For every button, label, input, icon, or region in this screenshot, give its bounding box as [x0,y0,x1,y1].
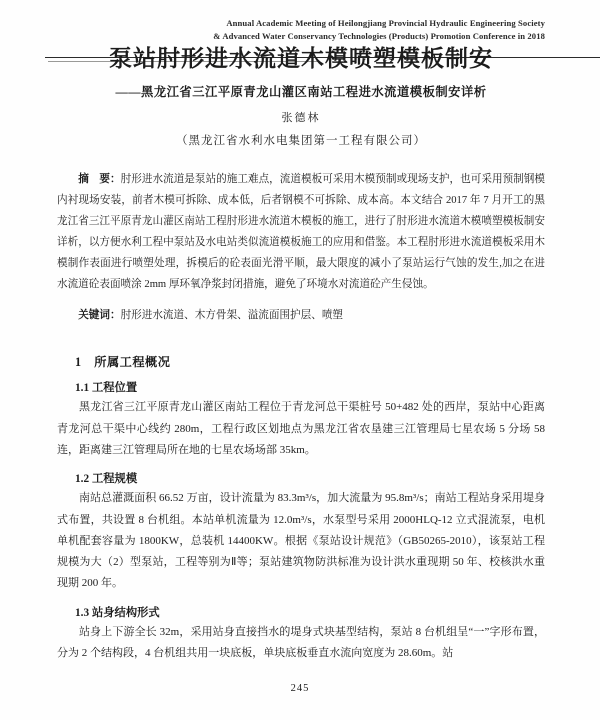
author-affiliation: （黑龙江省水利水电集团第一工程有限公司） [176,134,426,147]
conference-header-line2: & Advanced Water Conservancy Technologies (Products) Promotion Conference in 2018 [213,31,545,41]
section-1-heading: 1 所属工程概况 [75,355,171,370]
conference-header-line1: Annual Academic Meeting of Heilongjiang Provincial Hydraulic Engineering Society [226,18,545,28]
keywords-text: 肘形进水流道、木方骨架、溢流面围护层、喷塑 [120,310,344,322]
keywords-line [57,305,545,326]
abstract-paragraph [57,169,545,295]
section-1-1-heading: 1.1 工程位置 [75,382,138,395]
section-1-2-heading: 1.2 工程规模 [75,473,138,486]
section-1-3-heading: 1.3 站身结构形式 [75,606,160,619]
page-number: 245 [290,683,310,694]
paper-subtitle: ——黑龙江省三江平原青龙山灌区南站工程进水流道模板制安详析 [115,84,487,99]
abstract-text: 肘形进水流道是泵站的施工难点，流道模板可采用木模预制或现场支护，也可采用预制钢模内衬现场安装，前者木模可拆除、成本低，后者钢模不可拆除、成本高。本文结合 2017 年 7 月开工的黑龙江省三江平原青龙山灌区南站工程肘形进水流道木模板的施工，进行了肘形进水流道木模喷塑模板制安详析，以方便水利工程中泵站及水电站类似流道模板施工的应用和借鉴。本工程肘形进水流道模板采用木模制作表面进行喷塑处理，拆模后的砼表面光滑平顺，最大限度的减小了泵站运行气蚀的发生,加之在进水流道砼表面喷涂 2mm 厚环氧净浆封闭措施，避免了环境水对流道砼产生侵蚀。 [57,173,546,290]
section-1-3-paragraph: 站身上下游全长 32m，采用站身直接挡水的堤身式块基型结构，泵站 8 台机组呈“一”字形布置，分为 2 个结构段，4 台机组共用一块底板，单块底板垂直水流向宽度为 28.60m。站 [57,625,545,660]
author-name: 张德林 [281,111,321,124]
abstract-label: 摘 要： [78,173,121,185]
section-1-2-paragraph: 南站总灌溉面积 66.52 万亩，设计流量为 83.3m³/s，加大流量为 95.8m³/s；南站工程站身采用堤身式布置，共设置 8 台机组。本站单机流量为 12.0m³/s，水泵型号采用 2000HLQ-12 立式混流泵，电机单机配套容量为 1800KW，总装机 14400KW。根据《泵站设计规范》（GB50265-2010），该泵站工程规模为大（2）型泵站，工程等别为Ⅱ等；泵站建筑物防洪标准为设计洪水重现期 50 年、校核洪水重现期 200 年。 [57,492,545,590]
paper-title: 泵站肘形进水流道木模喷塑模板制安 [109,45,493,71]
section-1-1-paragraph: 黑龙江省三江平原青龙山灌区南站工程位于青龙河总干渠桩号 50+482 处的西岸，泵站中心距离青龙河总干渠中心线约 280m，工程行政区划地点为黑龙江省农垦建三江管理局七星农场 5 分场 58 连，距离建三江管理局所在地的七星农场场部 35km。 [57,401,545,456]
keywords-label: 关键词： [78,310,121,322]
